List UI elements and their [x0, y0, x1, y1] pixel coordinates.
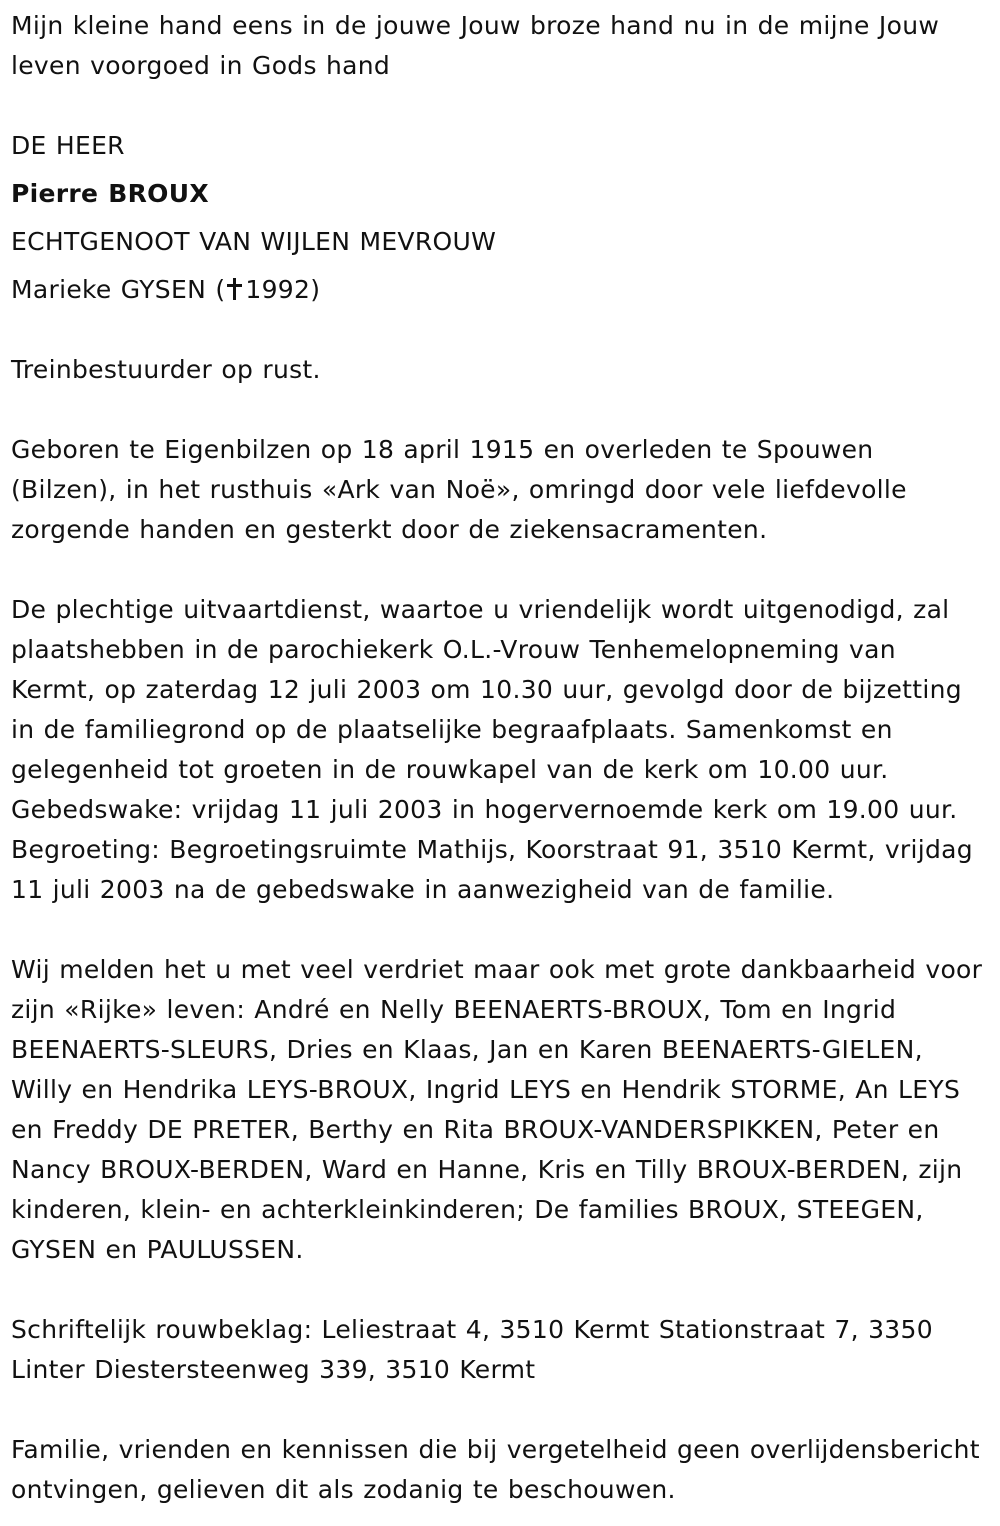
cross-icon	[227, 278, 241, 300]
spouse-death-year: 1992)	[245, 275, 321, 304]
title-label: DE HEER	[11, 131, 125, 160]
intro-verse: Mijn kleine hand eens in de jouwe Jouw broze hand nu in de mijne Jouw leven voorgoed in Gods hand	[11, 11, 940, 80]
condolences-paragraph: Schriftelijk rouwbeklag: Leliestraat 4, 3510 Kermt Stationstraat 7, 3350 Linter Diestersteenweg 339, 3510 Kermt	[11, 1315, 933, 1384]
profession: Treinbestuurder op rust.	[11, 355, 321, 384]
relation-label: ECHTGENOOT VAN WIJLEN MEVROUW	[11, 227, 497, 256]
spacer	[11, 1390, 986, 1430]
spacer	[11, 550, 986, 590]
spouse-name: Marieke GYSEN (	[11, 275, 226, 304]
spacer	[11, 390, 986, 430]
spouse-line	[11, 270, 986, 310]
deceased-name: Pierre BROUX	[11, 179, 209, 208]
family-paragraph: Wij melden het u met veel verdriet maar ook met grote dankbaarheid voor zijn «Rijke» leven: André en Nelly BEENAERTS-BROUX, Tom en Ingrid BEENAERTS-SLEURS, Dries en Klaas, Jan en Karen BEENAERTS-GIELEN, Willy en Hendrika LEYS-BROUX, Ingrid LEYS en Hendrik STORME, An LEYS en Freddy DE PRETER, Berthy en Rita BROUX-VANDERSPIKKEN, Peter en Nancy BROUX-BERDEN, Ward en Hanne, Kris en Tilly BROUX-BERDEN, zijn kinderen, klein- en achterkleinkinderen; De families BROUX, STEEGEN, GYSEN en PAULUSSEN.	[11, 955, 983, 1264]
birth-death-paragraph: Geboren te Eigenbilzen op 18 april 1915 en overleden te Spouwen (Bilzen), in het rusthuis «Ark van Noë», omringd door vele liefdevolle zorgende handen en gesterkt door de ziekensacramenten.	[11, 435, 907, 544]
closing-paragraph: Familie, vrienden en kennissen die bij vergetelheid geen overlijdensbericht ontvingen, gelieven dit als zodanig te beschouwen.	[11, 1435, 980, 1504]
spacer	[11, 1270, 986, 1310]
spacer	[11, 910, 986, 950]
spacer	[11, 310, 986, 350]
spacer	[11, 86, 986, 126]
funeral-paragraph: De plechtige uitvaartdienst, waartoe u vriendelijk wordt uitgenodigd, zal plaatshebben in de parochiekerk O.L.-Vrouw Tenhemelopneming van Kermt, op zaterdag 12 juli 2003 om 10.30 uur, gevolgd door de bijzetting in de familiegrond op de plaatselijke begraafplaats. Samenkomst en gelegenheid tot groeten in de rouwkapel van de kerk om 10.00 uur. Gebedswake: vrijdag 11 juli 2003 in hogervernoemde kerk om 19.00 uur. Begroeting: Begroetingsruimte Mathijs, Koorstraat 91, 3510 Kermt, vrijdag 11 juli 2003 na de gebedswake in aanwezigheid van de familie.	[11, 595, 973, 904]
